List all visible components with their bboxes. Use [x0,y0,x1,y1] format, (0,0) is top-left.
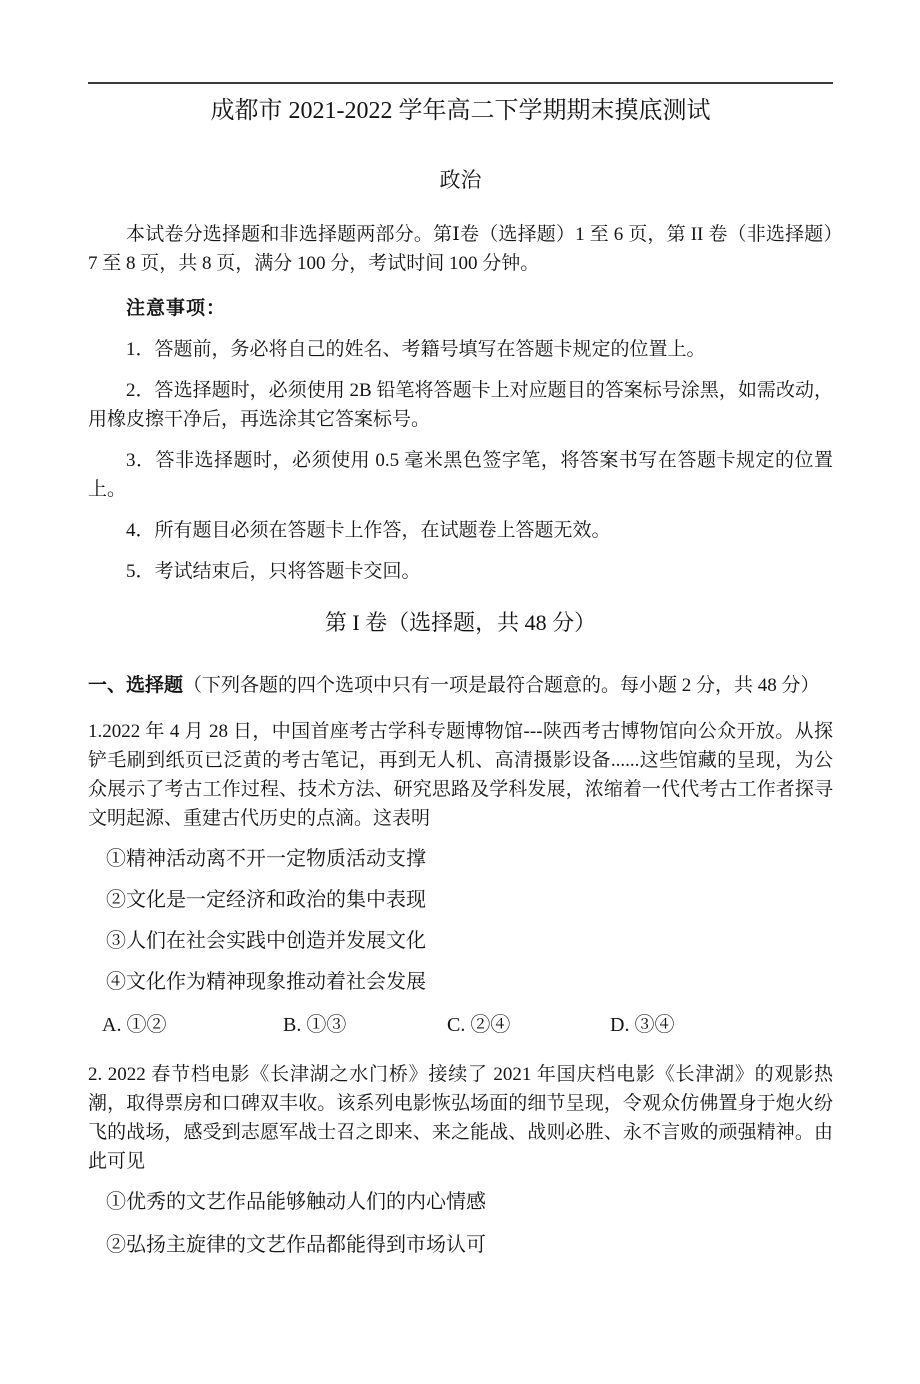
notice-item-2: 2．答选择题时，必须使用 2B 铅笔将答题卡上对应题目的答案标号涂黑，如需改动，用橡皮擦干净后，再选涂其它答案标号。 [88,380,833,430]
exam-intro-paragraph: 本试卷分选择题和非选择题两部分。第Ⅰ卷（选择题）1 至 6 页，第 II 卷（非选择题）7 至 8 页，共 8 页，满分 100 分，考试时间 100 分钟。 [88,224,833,274]
question-type-description: （下列各题的四个选项中只有一项是最符合题意的。每小题 2 分，共 48 分） [183,675,820,696]
question-1-stem: 1.2022 年 4 月 28 日，中国首座考古学科专题博物馆---陕西考古博物馆向公众开放。从探铲毛刷到纸页已泛黄的考古笔记，再到无人机、高清摄影设备......这些馆藏的呈现，为公众展示了考古工作过程、技术方法、研究思路及学科发展，浓缩着一代代考古工作者探寻文明起源、重建古代历史的点滴。这表明 [88,721,833,829]
exam-title: 成都市 2021-2022 学年高二下学期期末摸底测试 [210,98,711,124]
question-1-item-1: ①精神活动离不开一定物质活动支撑 [106,848,426,870]
choice-c: C. ②④ [447,1014,511,1036]
exam-page [0,82,920,1260]
notice-item-5: 5．考试结束后，只将答题卡交回。 [126,561,421,582]
choice-b: B. ①③ [283,1014,347,1036]
question-1-item-4: ④文化作为精神现象推动着社会发展 [106,971,426,993]
question-2-item-2: ②弘扬主旋律的文艺作品都能得到市场认可 [106,1234,486,1256]
section-1-heading: 第 I 卷（选择题，共 48 分） [324,610,597,635]
question-1-choices [88,1011,833,1040]
notice-item-3: 3．答非选择题时，必须使用 0.5 毫米黑色签字笔，将答案书写在答题卡规定的位置上。 [88,450,833,500]
exam-subject: 政治 [439,168,482,192]
question-type-label: 一、选择题 [88,675,184,696]
choice-d: D. ③④ [610,1014,675,1036]
question-type-line [88,671,833,700]
question-2-item-1: ①优秀的文艺作品能够触动人们的内心情感 [106,1191,486,1213]
question-2 [88,1060,833,1260]
choice-a: A. ①② [102,1014,167,1036]
question-1 [88,717,833,1040]
header-rule [88,82,833,84]
notice-item-4: 4．所有题目必须在答题卡上作答，在试题卷上答题无效。 [126,520,611,541]
question-1-item-3: ③人们在社会实践中创造并发展文化 [106,930,426,952]
question-1-item-2: ②文化是一定经济和政治的集中表现 [106,889,426,911]
question-2-stem: 2. 2022 春节档电影《长津湖之水门桥》接续了 2021 年国庆档电影《长津湖》的观影热潮，取得票房和口碑双丰收。该系列电影恢弘场面的细节呈现，令观众仿佛置身于炮火纷飞的战场，感受到志愿军战士召之即来、来之能战、战则必胜、永不言败的顽强精神。由此可见 [88,1064,833,1172]
notice-heading: 注意事项： [126,298,227,319]
notice-item-1: 1．答题前，务必将自己的姓名、考籍号填写在答题卡规定的位置上。 [126,339,706,360]
